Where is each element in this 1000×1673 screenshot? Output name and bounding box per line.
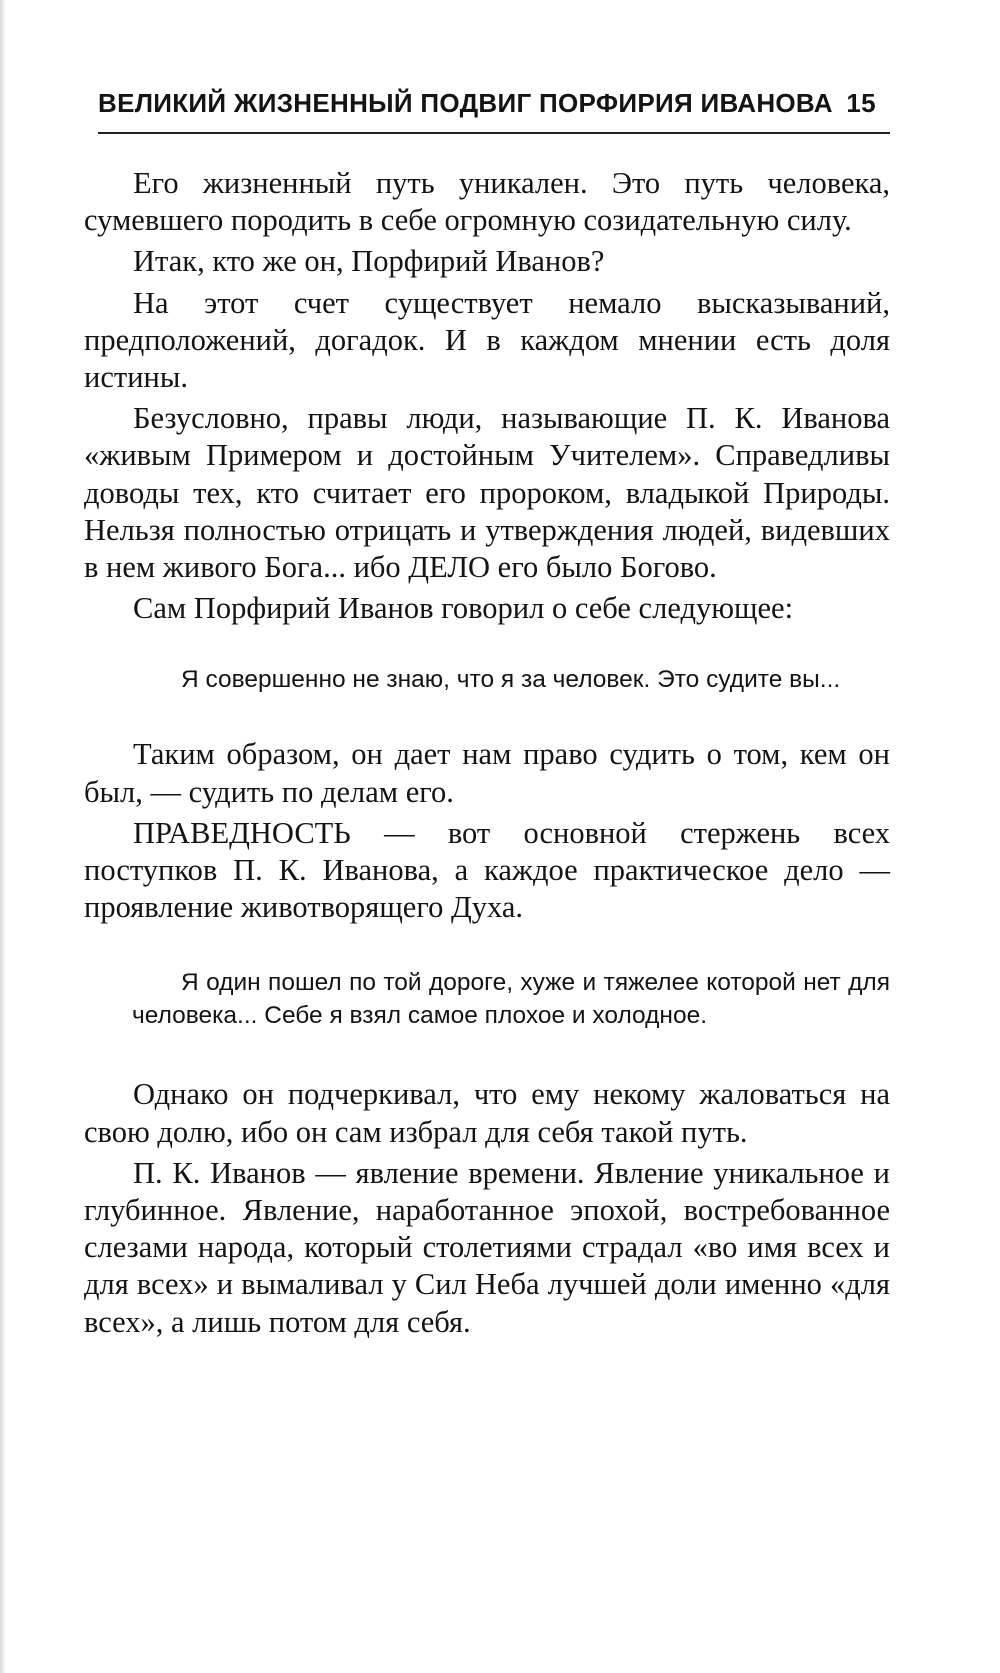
running-head [98, 88, 890, 119]
paragraph-1: Его жизненный путь уникален. Это путь человека, сумевшего породить в себе огромную созидательную силу. [84, 166, 890, 238]
running-head-title: ВЕЛИКИЙ ЖИЗНЕННЫЙ ПОДВИГ ПОРФИРИЯ ИВАНОВА [98, 88, 833, 118]
paragraph-8: Однако он подчеркивал, что ему некому жаловаться на свою долю, ибо он сам избрал для себя такой путь. [84, 1077, 890, 1149]
quote-1: Я совершенно не знаю, что я за человек. Это судите вы... [181, 666, 841, 694]
page-number: 15 [846, 88, 876, 118]
page-body [84, 165, 890, 1345]
paragraph-2: Итак, кто же он, Порфирий Иванов? [133, 244, 605, 279]
paragraph-5: Сам Порфирий Иванов говорил о себе следующее: [133, 591, 794, 626]
quote-block-1 [84, 663, 890, 696]
quote-2: Я один пошел по той дороге, хуже и тяжелее которой нет для человека... Себе я взял самое плохое и холодное. [132, 969, 890, 1030]
paragraph-6: Таким образом, он дает нам право судить о том, кем он был, — судить по делам его. [84, 737, 890, 809]
paragraph-9: П. К. Иванов — явление времени. Явление уникальное и глубинное. Явление, наработанное эпохой, востребованное слезами народа, который столетиями страдал «во имя всех и для всех» и вымаливал у Сил Неба лучшей доли именно «для всех», а лишь потом для себя. [84, 1155, 890, 1339]
page-edge-shadow [0, 0, 6, 1673]
header-rule [98, 132, 890, 134]
quote-block-2 [84, 966, 890, 1032]
paragraph-4: Безусловно, правы люди, называющие П. К. Иванова «живым Примером и достойным Учителем». Справедливы доводы тех, кто считает его пророком, владыкой Природы. Нельзя полностью отрицать и утверждения людей, видевших в нем живого Бога... ибо ДЕЛО его было Богово. [84, 401, 890, 585]
paragraph-3: На этот счет существует немало высказываний, предположений, догадок. И в каждом мнении есть доля истины. [84, 285, 890, 395]
paragraph-7: ПРАВЕДНОСТЬ — вот основной стержень всех поступков П. К. Иванова, а каждое практическое дело — проявление животворящего Духа. [84, 815, 890, 925]
